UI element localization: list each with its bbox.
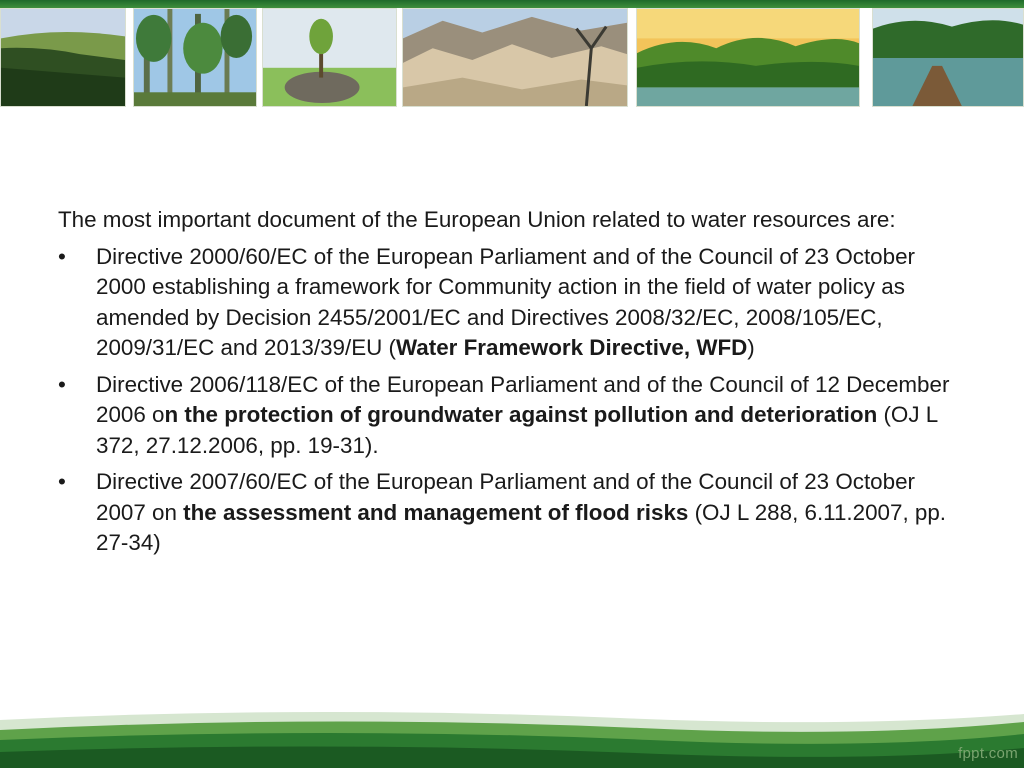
directive-list: [58, 242, 958, 559]
directive-bold-title: the assessment and management of flood risks: [183, 499, 689, 525]
directive-text-tail: (OJ L 288, 6.11.2007, pp. 27-34): [96, 499, 947, 555]
directive-bold-title: Water Framework Directive, WFD: [396, 335, 748, 360]
directive-text-tail: ): [747, 335, 755, 360]
tropical-river-photo: [636, 8, 860, 107]
slide-body: [58, 205, 958, 559]
intro-paragraph: The most important document of the European Union related to water resources are:: [58, 207, 896, 232]
fppt-watermark: fppt.com: [958, 745, 1018, 762]
bullet-icon: •: [58, 469, 66, 494]
directive-text: Directive 2006/118/EC of the European Parliament and of the Council of 12 December 2006 o: [96, 371, 950, 427]
list-item: [58, 242, 958, 364]
bullet-icon: •: [58, 371, 66, 397]
directive-text: Directive 2000/60/EC of the European Parliament and of the Council of 23 October 2000 establishing a framework for Community action in the field of water policy as amended by Decision 2455/2001/EC and Directives 2008/32/EC, 2008/105/EC, 2009/31/EC and 2013/39/EU (: [96, 243, 915, 360]
directive-bold-title: n the protection of groundwater against pollution and deterioration: [164, 402, 878, 427]
young-tree-on-stump-photo: [262, 8, 397, 107]
directive-text-tail: (OJ L 372, 27.12.2006, pp. 19-31).: [96, 402, 938, 458]
list-item: [58, 467, 958, 559]
bullet-icon: •: [58, 243, 66, 269]
river-canoe-photo: [872, 8, 1024, 107]
footer-wave: [0, 700, 1024, 768]
list-item: [58, 370, 958, 462]
eroded-land-photo: [402, 8, 628, 107]
top-green-strip: [0, 0, 1024, 8]
tall-trees-photo: [133, 8, 257, 107]
forest-landscape-photo: [0, 8, 126, 107]
directive-text: Directive 2007/60/EC of the European Parliament and of the Council of 23 October 2007 on: [96, 469, 915, 525]
photo-banner: [0, 8, 1024, 108]
